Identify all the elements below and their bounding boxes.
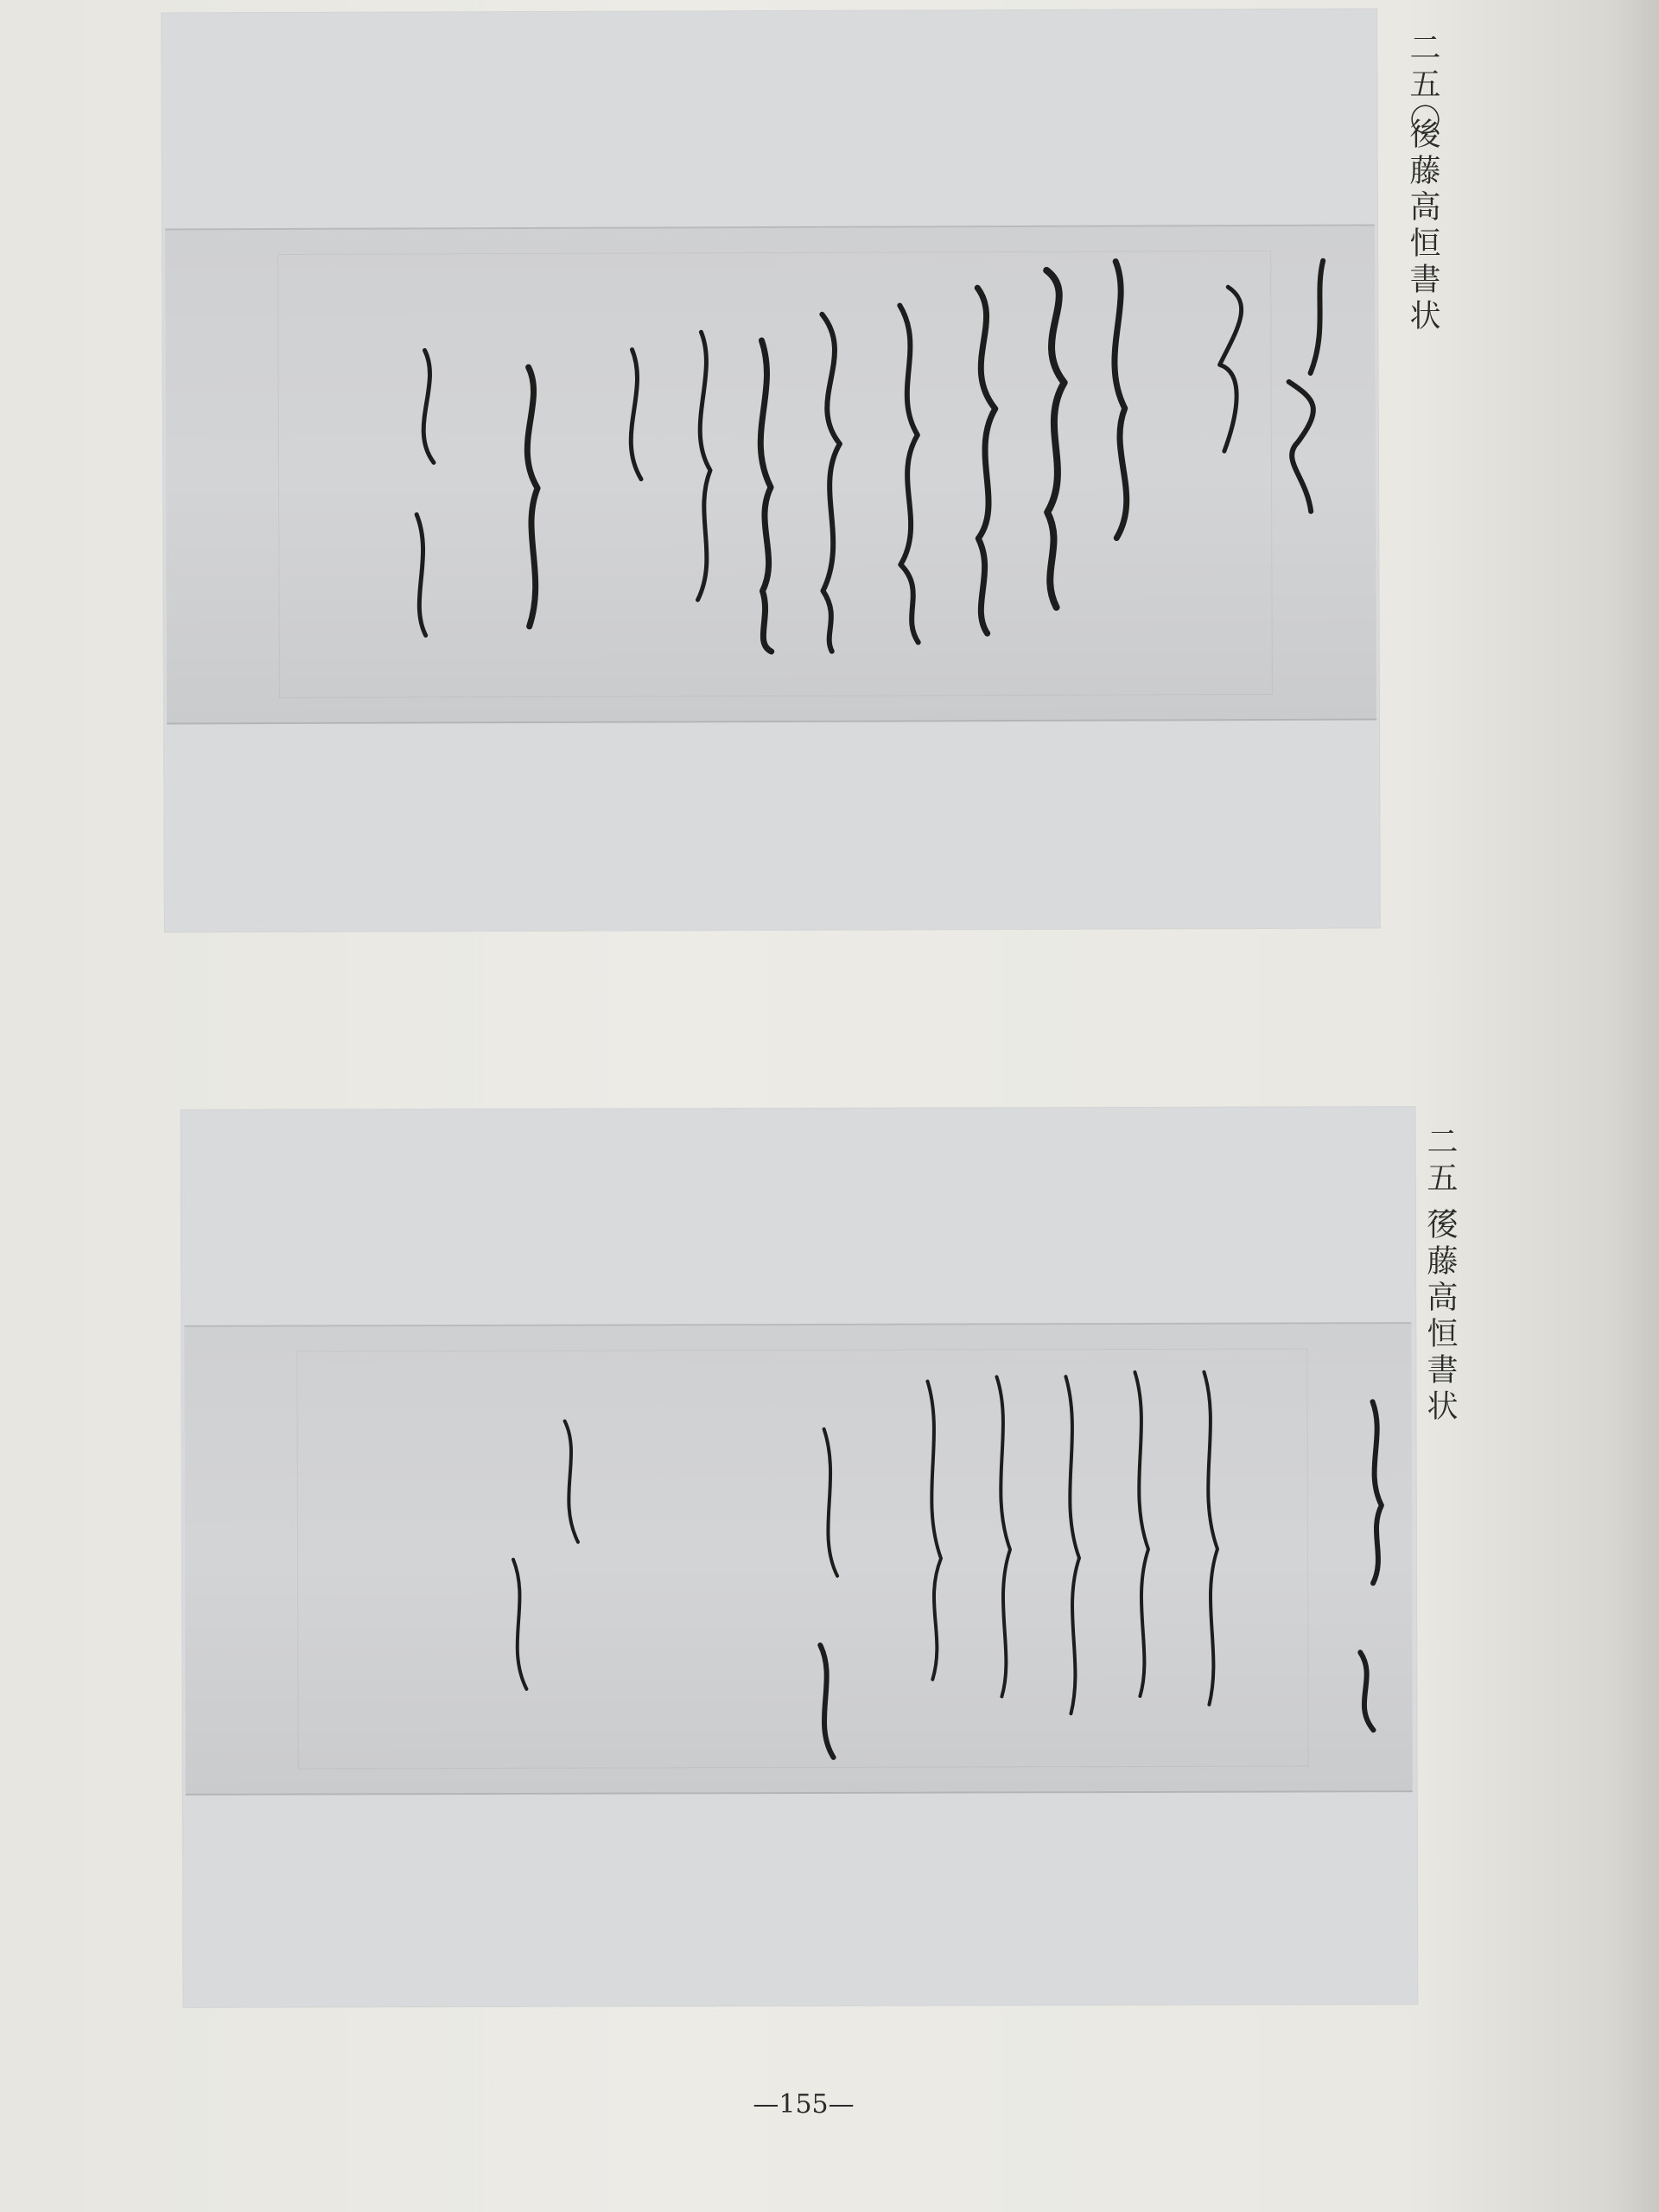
document-title: 後藤高恒書状 (1422, 1208, 1458, 1426)
document-number: 二五〇 (1405, 31, 1440, 140)
show-through-text (105, 95, 136, 124)
letter-paper-251 (184, 1322, 1412, 1796)
letter-paper-250 (165, 225, 1376, 725)
document-number: 二五一 (1422, 1125, 1458, 1234)
document-photo-251 (181, 1106, 1419, 2008)
show-through-text (123, 1154, 153, 1183)
page-number: —155— (753, 2089, 855, 2120)
handwritten-letter-image (165, 226, 1376, 723)
document-title: 後藤高恒書状 (1405, 118, 1440, 335)
document-photo-250 (161, 9, 1381, 933)
handwritten-letter-image (184, 1324, 1412, 1794)
